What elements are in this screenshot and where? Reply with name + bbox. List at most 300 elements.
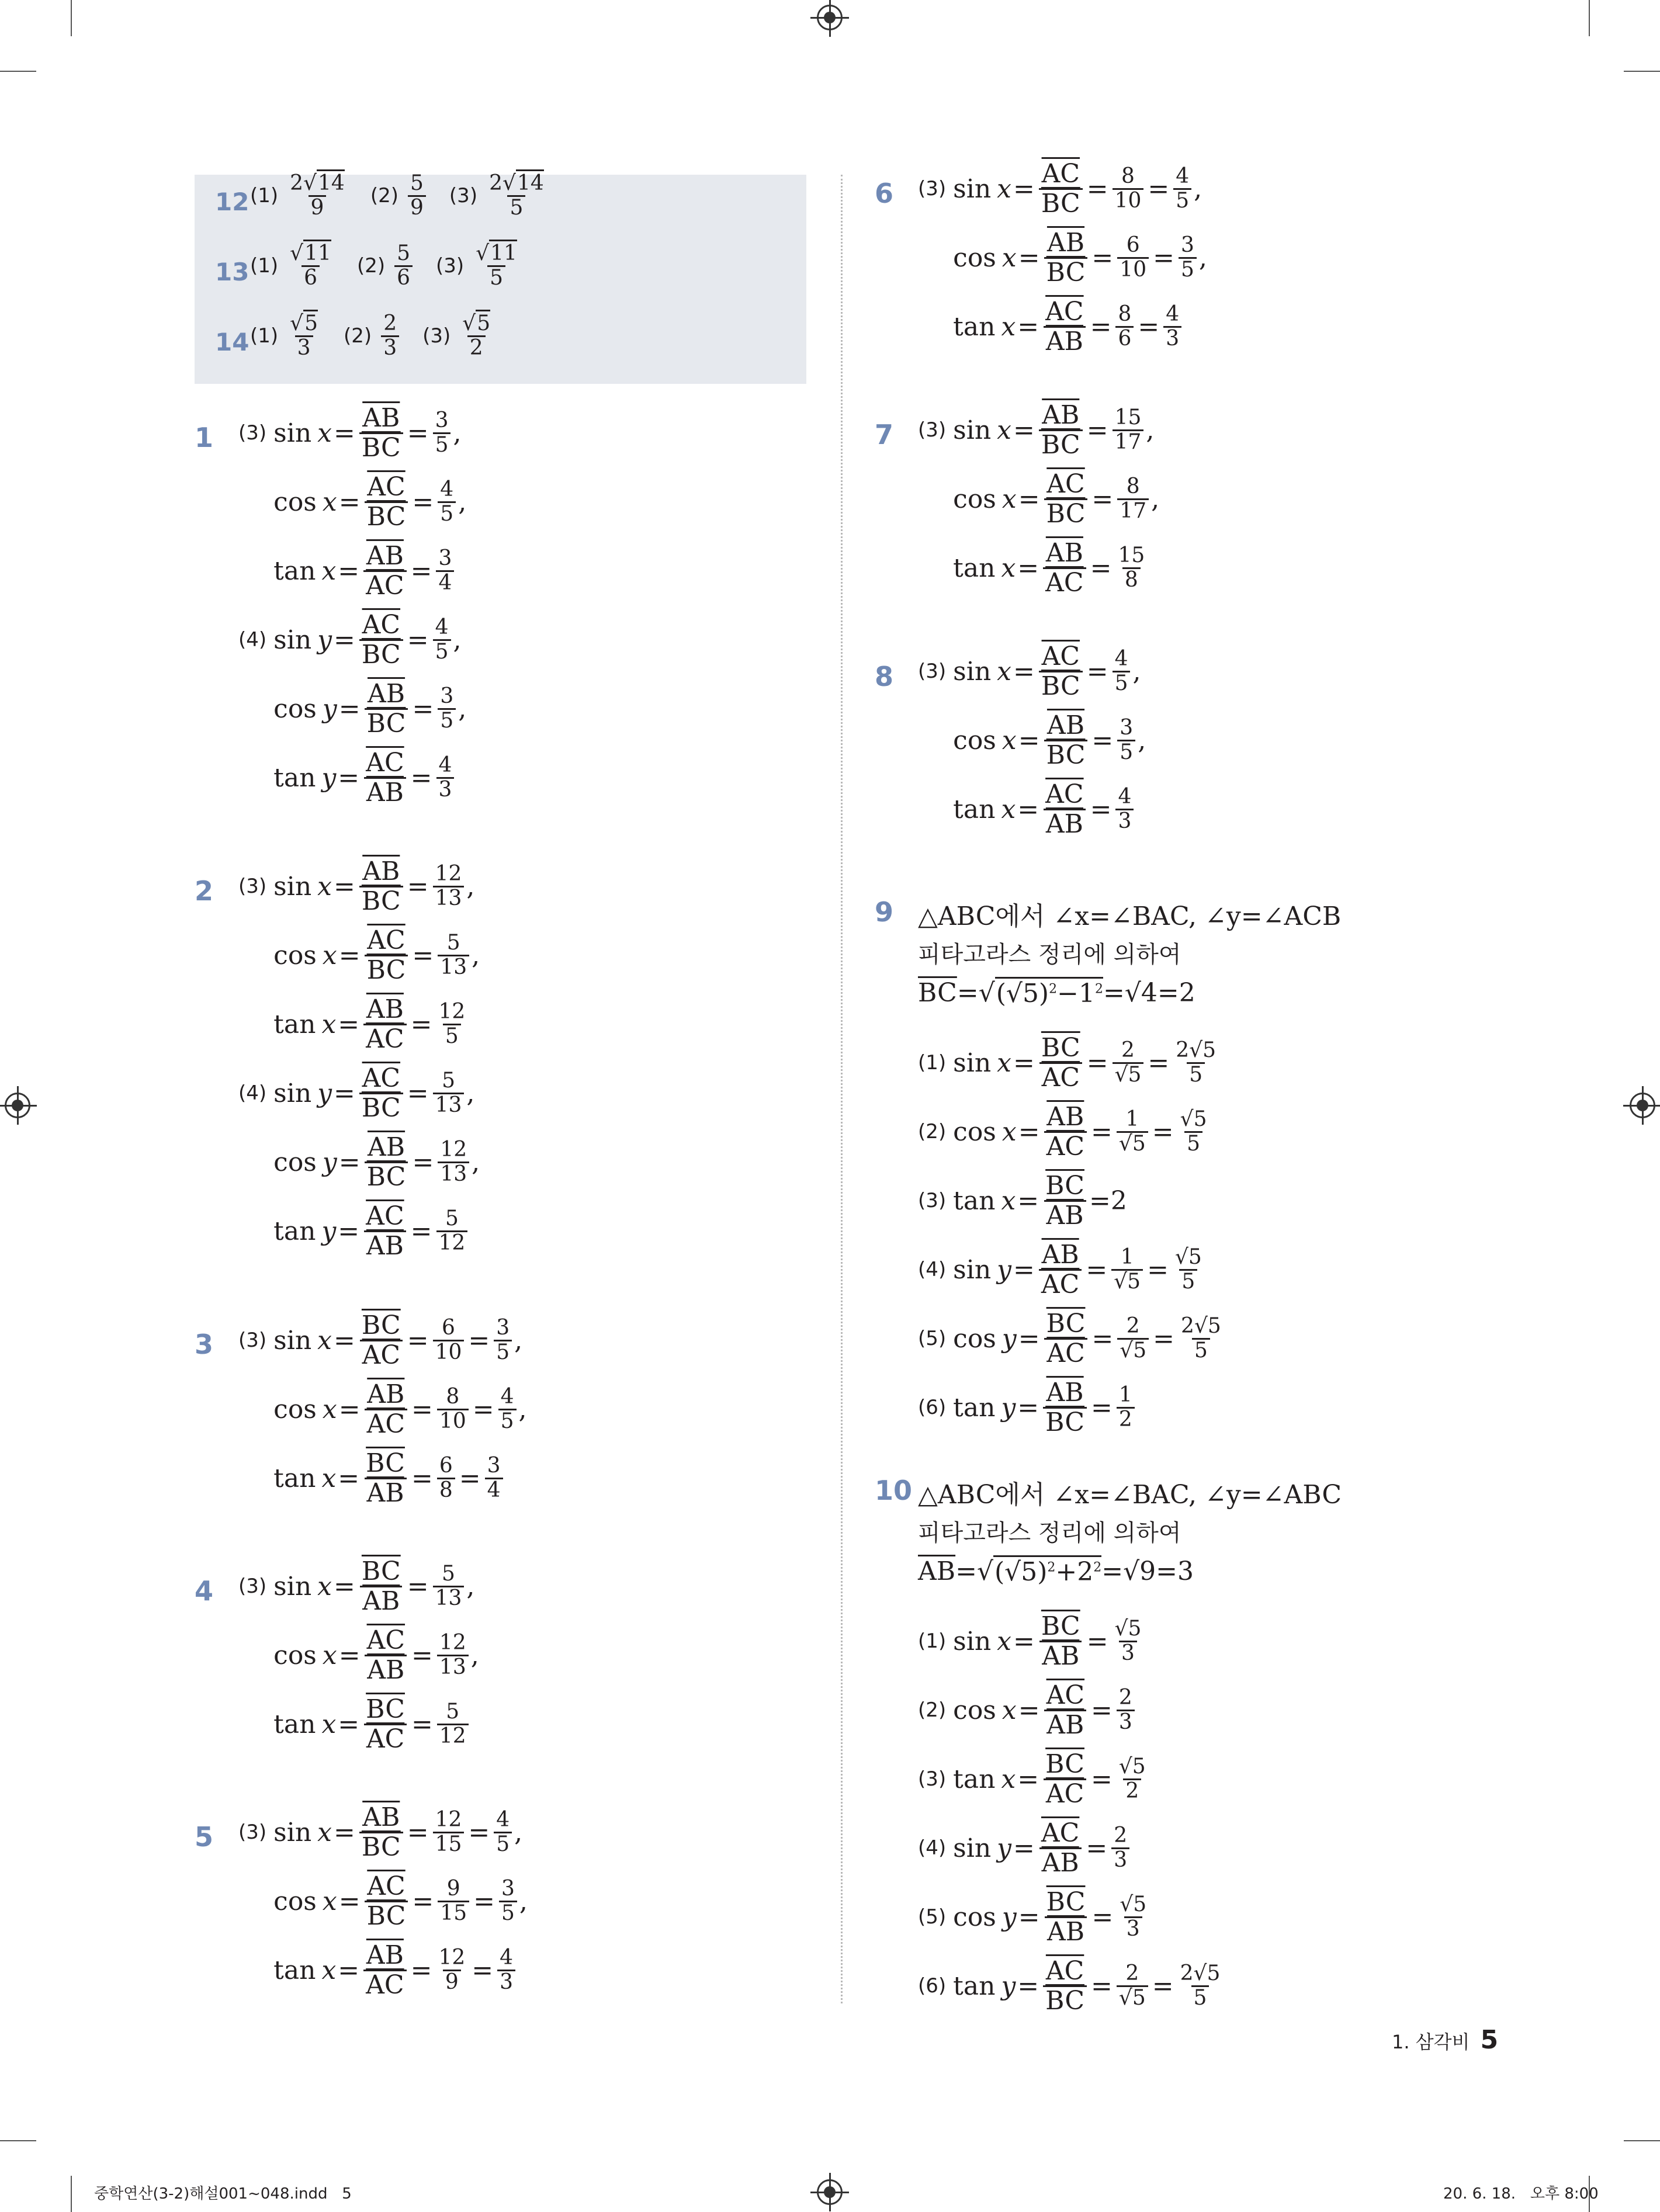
summary-problem-number: 13 bbox=[215, 258, 249, 286]
numeric-fraction bbox=[433, 863, 465, 910]
equation-line bbox=[238, 1804, 522, 1861]
item-label: (1) bbox=[918, 1051, 947, 1075]
equals-sign: = bbox=[412, 940, 434, 970]
equation-line bbox=[918, 1957, 1225, 2015]
equals-sign: = bbox=[1086, 1254, 1108, 1285]
denominator: 5 bbox=[1191, 1985, 1210, 2010]
variable: y bbox=[1001, 1971, 1016, 2001]
numerator-segment: $\overline{BC}$ bbox=[361, 1556, 401, 1586]
segment-fraction bbox=[1039, 1819, 1082, 1877]
equation-line bbox=[238, 1450, 505, 1507]
denominator-segment: AC bbox=[360, 1340, 403, 1370]
item-label: (6) bbox=[918, 1974, 947, 1998]
denominator-segment: BC bbox=[359, 432, 403, 462]
segment-fraction bbox=[1043, 1957, 1087, 2015]
equation-line bbox=[918, 1103, 1211, 1160]
variable: x bbox=[997, 1626, 1011, 1656]
numerator: √5 bbox=[1180, 1107, 1207, 1131]
numeric-fraction bbox=[497, 1947, 515, 1994]
item-label: (2) bbox=[344, 324, 372, 348]
numerator-segment: $\overline{AB}$ bbox=[1045, 538, 1083, 568]
numerator: 8 bbox=[1121, 164, 1135, 188]
denominator: 5 bbox=[494, 1832, 512, 1856]
denominator: 5 bbox=[433, 432, 451, 457]
trig-function: cos bbox=[953, 1117, 996, 1147]
radicand: 11 bbox=[303, 240, 331, 265]
segment-fraction bbox=[365, 1381, 407, 1438]
equation-line bbox=[918, 470, 1159, 528]
numeric-fraction bbox=[436, 1208, 468, 1255]
denominator: 17 bbox=[1117, 498, 1149, 523]
denominator: 5 bbox=[498, 1409, 517, 1433]
numerator-segment: $\overline{AC}$ bbox=[1041, 642, 1080, 671]
numerator: 5 bbox=[442, 1068, 455, 1093]
equation-line bbox=[918, 1750, 1150, 1808]
variable: y bbox=[317, 625, 332, 655]
radicand: 11 bbox=[489, 240, 517, 265]
variable: x bbox=[317, 1571, 332, 1601]
problem-number: 1 bbox=[195, 422, 214, 453]
equals-sign: = bbox=[1086, 1048, 1108, 1078]
equation-line bbox=[918, 781, 1136, 838]
numerator-segment: $\overline{AC}$ bbox=[1046, 469, 1085, 499]
numeric-fraction bbox=[1113, 648, 1131, 695]
crop-mark bbox=[1624, 71, 1660, 72]
numerator bbox=[287, 172, 347, 195]
numerator-segment: $\overline{AC}$ bbox=[366, 1625, 406, 1655]
equals-sign: = bbox=[412, 1147, 434, 1177]
equals-sign: = bbox=[334, 1078, 355, 1108]
denominator-segment: BC bbox=[365, 1901, 408, 1930]
trig-function: tan bbox=[953, 1392, 996, 1423]
registration-mark-icon bbox=[1630, 1093, 1655, 1118]
trig-function: cos bbox=[273, 487, 317, 517]
numerator-segment: $\overline{AC}$ bbox=[1045, 1956, 1084, 1986]
sqrt-sign: √ bbox=[462, 311, 476, 335]
summary-problem-number: 14 bbox=[215, 328, 249, 356]
denominator: 13 bbox=[433, 886, 465, 910]
denominator-segment: AC bbox=[1044, 1778, 1086, 1808]
denominator: 13 bbox=[438, 955, 469, 979]
item-label: (5) bbox=[918, 1327, 947, 1351]
trig-function: cos bbox=[273, 1886, 317, 1916]
trig-function: sin bbox=[953, 1254, 992, 1285]
numerator: 5 bbox=[397, 241, 411, 265]
equation-line bbox=[918, 643, 1141, 700]
numerator: 3 bbox=[435, 408, 449, 432]
equals-sign: = bbox=[1017, 1971, 1039, 2001]
print-slug-date: 20. 6. 18. 오후 8:00 bbox=[1443, 2185, 1599, 2203]
denominator: 5 bbox=[1184, 1131, 1202, 1156]
equals-sign: = bbox=[410, 1955, 432, 1985]
trig-function: sin bbox=[953, 1833, 992, 1863]
variable: y bbox=[322, 694, 337, 724]
variable: y bbox=[997, 1254, 1012, 1285]
equals-sign: = bbox=[1147, 1254, 1169, 1285]
exponent: 2 bbox=[1094, 982, 1103, 997]
trig-function: tan bbox=[273, 1709, 316, 1739]
denominator: 5 bbox=[438, 708, 456, 733]
equation-line bbox=[238, 473, 466, 531]
numerator: 12 bbox=[440, 1137, 467, 1162]
trig-function: tan bbox=[953, 1764, 996, 1794]
equation-line bbox=[918, 298, 1184, 355]
equation-line bbox=[238, 1381, 527, 1438]
denominator: 13 bbox=[437, 1655, 469, 1679]
denominator: 3 bbox=[1115, 809, 1134, 833]
numerator: 4 bbox=[496, 1807, 510, 1832]
equals-sign: = bbox=[1090, 794, 1112, 824]
variable: x bbox=[321, 1955, 337, 1985]
item-label: (3) bbox=[422, 324, 451, 348]
equation-line bbox=[238, 996, 470, 1053]
numerator: 2 bbox=[1114, 1823, 1128, 1847]
denominator: 13 bbox=[433, 1586, 465, 1610]
denominator: 6 bbox=[1115, 326, 1134, 351]
equals-sign: = bbox=[1013, 656, 1035, 687]
chapter-label: 1. 삼각비 bbox=[1392, 2031, 1470, 2053]
numerator-segment: $\overline{AB}$ bbox=[1046, 710, 1085, 740]
segment-fraction bbox=[363, 996, 406, 1053]
equals-sign: = bbox=[1013, 1626, 1035, 1656]
segment-name: $\overline{AB}$ bbox=[918, 1556, 956, 1586]
crop-mark bbox=[1624, 2140, 1660, 2141]
segment-fraction bbox=[363, 1941, 406, 1999]
numeric-fraction bbox=[1179, 1315, 1224, 1362]
denominator-segment: AC bbox=[1039, 1062, 1082, 1092]
numeric-fraction bbox=[436, 1947, 467, 1994]
equation-line bbox=[918, 1613, 1146, 1670]
numerator: 4 bbox=[440, 477, 454, 501]
equals-sign: = bbox=[1017, 553, 1039, 583]
summary-fraction bbox=[287, 172, 347, 220]
equals-sign: = bbox=[407, 418, 429, 448]
numerator-segment: $\overline{AC}$ bbox=[362, 610, 401, 640]
trig-function: sin bbox=[273, 625, 312, 655]
line-tail: , bbox=[458, 487, 467, 517]
variable: y bbox=[1001, 1902, 1017, 1932]
radicand: 14 bbox=[516, 169, 544, 195]
denominator-segment: AC bbox=[364, 1724, 407, 1753]
numerator: 3 bbox=[487, 1453, 501, 1478]
segment-fraction bbox=[1043, 1750, 1087, 1808]
variable: x bbox=[1001, 1764, 1016, 1794]
numerator: √5 bbox=[1120, 1892, 1147, 1916]
equals-sign: = bbox=[459, 1463, 481, 1493]
variable: x bbox=[317, 1817, 332, 1847]
denominator: 15 bbox=[433, 1832, 465, 1856]
item-label: (3) bbox=[238, 1575, 267, 1599]
numerator: 12 bbox=[438, 999, 466, 1024]
denominator: 5 bbox=[494, 1340, 512, 1364]
trig-function: cos bbox=[953, 1323, 996, 1354]
equals-sign: = bbox=[1086, 1833, 1108, 1863]
item-label: (2) bbox=[356, 254, 386, 278]
equation-line bbox=[918, 1172, 1127, 1229]
problem-number: 9 bbox=[875, 896, 894, 928]
equals-sign: = bbox=[1091, 242, 1114, 273]
denominator: 10 bbox=[437, 1409, 469, 1433]
radicand: 5 bbox=[303, 310, 318, 335]
equals-sign: = bbox=[338, 940, 361, 970]
numerator: √5 bbox=[1174, 1244, 1202, 1269]
equals-sign: = bbox=[410, 762, 432, 793]
equals-sign: = bbox=[1090, 311, 1112, 342]
variable: y bbox=[317, 1078, 332, 1108]
item-label: (3) bbox=[918, 177, 947, 201]
trig-function: cos bbox=[273, 694, 317, 724]
numerator-segment: $\overline{AC}$ bbox=[366, 1201, 404, 1231]
equals-sign: = bbox=[1018, 242, 1040, 273]
equals-sign: = bbox=[338, 1394, 361, 1424]
segment-name: $\overline{BC}$ bbox=[918, 977, 957, 1008]
segment-fraction bbox=[359, 1804, 403, 1861]
exponent: 2 bbox=[1093, 1560, 1102, 1575]
denominator: 3 bbox=[1163, 326, 1181, 351]
radicand: 14 bbox=[317, 169, 345, 195]
segment-fraction bbox=[365, 1873, 408, 1930]
numerator: 9 bbox=[446, 1876, 460, 1901]
trig-function: sin bbox=[953, 1626, 992, 1656]
summary-fraction bbox=[381, 313, 399, 360]
equals-sign: = bbox=[1017, 1185, 1039, 1216]
equals-sign: = bbox=[334, 418, 355, 448]
registration-mark-icon bbox=[817, 2179, 843, 2205]
equals-sign: = bbox=[1090, 1764, 1113, 1794]
variable: x bbox=[997, 415, 1011, 445]
summary-answer-row bbox=[250, 172, 549, 220]
variable: x bbox=[321, 556, 337, 586]
sqrt-sign: √ bbox=[290, 241, 304, 265]
equals-sign: = bbox=[1018, 484, 1040, 514]
numeric-fraction bbox=[437, 1386, 469, 1433]
numerator: 6 bbox=[1126, 233, 1140, 257]
equals-sign: = bbox=[1090, 553, 1112, 583]
line-tail: , bbox=[514, 1325, 523, 1355]
numeric-fraction bbox=[1111, 1246, 1143, 1294]
denominator-segment: BC bbox=[359, 1832, 403, 1861]
numeric-fraction bbox=[1113, 1039, 1144, 1087]
numerator-segment: $\overline{AB}$ bbox=[367, 1132, 406, 1162]
trig-function: cos bbox=[953, 242, 996, 273]
item-label: (2) bbox=[370, 184, 399, 208]
trig-function: sin bbox=[273, 1078, 312, 1108]
denominator: 5 bbox=[1117, 740, 1135, 764]
equals-sign: = bbox=[338, 1955, 360, 1985]
line-tail: , bbox=[1146, 415, 1155, 445]
trig-function: sin bbox=[273, 1817, 312, 1847]
numerator-segment: $\overline{AC}$ bbox=[366, 748, 404, 778]
variable: x bbox=[317, 1325, 332, 1355]
numerator-segment: $\overline{AB}$ bbox=[1046, 1102, 1084, 1132]
equals-sign: = bbox=[338, 1009, 360, 1039]
numeric-fraction bbox=[1111, 1825, 1129, 1872]
pythagoras-note: 피타고라스 정리에 의하여 bbox=[918, 1520, 1181, 1547]
item-label: (1) bbox=[250, 184, 279, 208]
exponent: 2 bbox=[1049, 982, 1058, 997]
equals-sign: = bbox=[1013, 1833, 1035, 1863]
trig-function: cos bbox=[273, 1640, 317, 1670]
numerator-segment: $\overline{BC}$ bbox=[366, 1448, 405, 1478]
trig-function: cos bbox=[953, 484, 996, 514]
equals-sign: = bbox=[1091, 725, 1114, 755]
numerator: √5 bbox=[1118, 1754, 1146, 1778]
denominator: 12 bbox=[437, 1724, 469, 1748]
denominator: 3 bbox=[497, 1970, 515, 1994]
numerator-segment: $\overline{BC}$ bbox=[361, 1310, 401, 1340]
numerator-segment: $\overline{AB}$ bbox=[366, 994, 404, 1024]
calc-tail: =√9=3 bbox=[1101, 1556, 1194, 1586]
denominator: 2 bbox=[467, 335, 486, 360]
equation-line bbox=[918, 712, 1146, 769]
variable: x bbox=[1001, 1185, 1016, 1216]
numerator: 15 bbox=[1118, 543, 1145, 567]
numerator: 6 bbox=[439, 1453, 453, 1478]
equals-sign: = bbox=[411, 1709, 433, 1739]
equals-sign: = bbox=[1148, 174, 1170, 204]
numerator-segment: $\overline{AC}$ bbox=[1041, 159, 1080, 189]
segment-fraction bbox=[365, 680, 408, 737]
equals-sign: = bbox=[472, 1955, 494, 1985]
variable: x bbox=[1001, 725, 1017, 755]
numerator-segment: $\overline{AB}$ bbox=[1046, 228, 1085, 258]
numerator: 12 bbox=[435, 1807, 462, 1832]
sqrt-sign: √ bbox=[303, 171, 317, 195]
crop-mark bbox=[1589, 0, 1590, 36]
equals-sign: = bbox=[412, 1886, 434, 1916]
segment-fraction bbox=[359, 1312, 403, 1369]
item-label: (3) bbox=[918, 418, 947, 442]
equals-sign: = bbox=[338, 487, 361, 517]
item-label: (3) bbox=[238, 875, 267, 899]
numerator-segment: $\overline{BC}$ bbox=[1041, 1611, 1080, 1641]
numeric-fraction bbox=[436, 547, 454, 595]
variable: x bbox=[321, 1009, 337, 1039]
denominator-segment: AC bbox=[365, 1409, 407, 1438]
equals-sign: = bbox=[407, 1325, 429, 1355]
numerator-segment: $\overline{AC}$ bbox=[367, 1871, 406, 1901]
segment-fraction bbox=[1039, 1613, 1083, 1670]
numerator: 8 bbox=[1126, 474, 1140, 498]
problem-number: 10 bbox=[875, 1475, 913, 1506]
denominator-segment: AB bbox=[365, 1478, 407, 1507]
numeric-fraction bbox=[494, 1317, 512, 1364]
trig-function: tan bbox=[273, 556, 316, 586]
variable: y bbox=[321, 1216, 337, 1246]
numeric-fraction bbox=[485, 1455, 503, 1502]
equation-line bbox=[238, 1133, 480, 1191]
denominator-segment: AB bbox=[1044, 1200, 1086, 1230]
equals-sign: = bbox=[407, 1078, 429, 1108]
line-tail: , bbox=[453, 418, 462, 448]
numeric-fraction bbox=[1113, 1618, 1144, 1665]
sqrt-radicand bbox=[993, 1555, 1101, 1587]
numerator: 4 bbox=[1114, 646, 1128, 671]
problem-number: 8 bbox=[875, 661, 894, 692]
segment-fraction bbox=[1044, 229, 1088, 286]
numeric-fraction bbox=[436, 754, 455, 802]
denominator-segment: AC bbox=[363, 1970, 406, 1999]
radicand-rest: +2 bbox=[1055, 1557, 1094, 1587]
denominator-segment: BC bbox=[359, 1093, 403, 1122]
segment-fraction bbox=[359, 858, 403, 915]
equals-sign: = bbox=[338, 1886, 361, 1916]
equation-line bbox=[238, 1627, 479, 1684]
equation-line bbox=[918, 1310, 1226, 1367]
equation-line bbox=[238, 1696, 471, 1753]
numerator-segment: $\overline{AB}$ bbox=[362, 857, 400, 886]
trig-function: cos bbox=[953, 1902, 996, 1932]
trig-function: cos bbox=[953, 1695, 996, 1725]
segment-fraction bbox=[1044, 1888, 1088, 1946]
trig-function: cos bbox=[273, 1147, 317, 1177]
numerator: 2 bbox=[1118, 1685, 1132, 1710]
variable: x bbox=[1001, 484, 1017, 514]
numerator: 3 bbox=[501, 1876, 515, 1901]
denominator: 3 bbox=[1117, 1710, 1135, 1734]
numeric-fraction bbox=[1179, 234, 1197, 282]
problem-number: 2 bbox=[195, 875, 214, 907]
equation-line bbox=[238, 1312, 522, 1369]
equals-sign: = bbox=[1018, 1323, 1040, 1354]
segment-fraction bbox=[1044, 712, 1088, 769]
denominator: 5 bbox=[433, 639, 451, 664]
segment-fraction bbox=[359, 1558, 403, 1615]
equals-sign: = bbox=[338, 1147, 361, 1177]
denominator: 5 bbox=[499, 1901, 517, 1925]
item-label: (4) bbox=[238, 628, 267, 652]
variable: x bbox=[997, 656, 1011, 687]
trig-function: cos bbox=[273, 940, 317, 970]
item-label: (3) bbox=[918, 1189, 947, 1213]
numerator-segment: $\overline{AC}$ bbox=[1045, 297, 1084, 327]
segment-fraction bbox=[1043, 1172, 1087, 1229]
numerator-segment: $\overline{AB}$ bbox=[366, 1940, 404, 1970]
equation-line bbox=[238, 404, 461, 462]
trig-function: sin bbox=[953, 1048, 992, 1078]
numerator: 2 bbox=[383, 311, 397, 335]
variable: x bbox=[322, 1394, 337, 1424]
variable: x bbox=[1001, 242, 1017, 273]
denominator: 5 bbox=[438, 501, 456, 526]
variable: x bbox=[322, 940, 337, 970]
crop-mark bbox=[0, 2140, 36, 2141]
summary-fraction bbox=[287, 242, 334, 290]
numeric-fraction bbox=[1117, 1384, 1135, 1431]
numerator-segment: $\overline{AB}$ bbox=[367, 1379, 405, 1409]
page-footer bbox=[1392, 2025, 1498, 2055]
segment-fraction bbox=[363, 1450, 407, 1507]
sqrt-sign: √ bbox=[502, 171, 516, 195]
numeric-fraction bbox=[1115, 786, 1134, 833]
numerator: 2√5 bbox=[1176, 1038, 1217, 1062]
numerator: 1 bbox=[1120, 1244, 1134, 1269]
pythagoras-calculation bbox=[918, 977, 1195, 1008]
coefficient: 2 bbox=[290, 171, 304, 195]
summary-fraction bbox=[460, 313, 493, 360]
segment-fraction bbox=[1039, 643, 1083, 700]
equals-sign: = bbox=[1013, 415, 1035, 445]
problem-number: 5 bbox=[195, 1821, 214, 1853]
equals-sign: = bbox=[334, 1571, 355, 1601]
numerator: 4 bbox=[435, 615, 449, 639]
numerator: 4 bbox=[1176, 164, 1190, 188]
denominator: 6 bbox=[301, 265, 320, 290]
equation-line bbox=[918, 539, 1149, 597]
denominator: 9 bbox=[309, 195, 327, 220]
variable: y bbox=[321, 762, 337, 793]
equation-line bbox=[918, 1681, 1137, 1739]
